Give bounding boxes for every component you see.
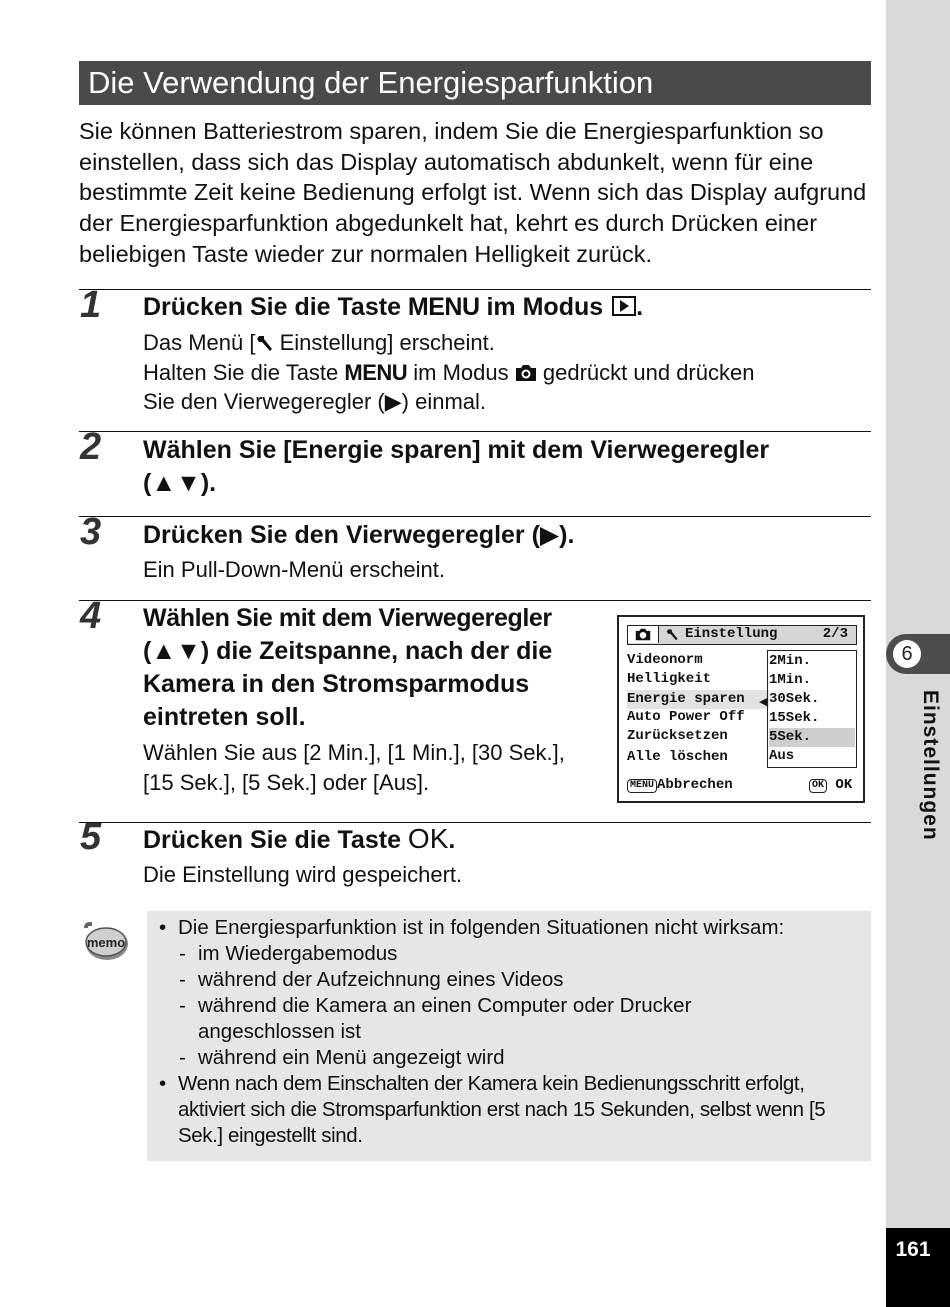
section-heading: Die Verwendung der Energiesparfunktion bbox=[79, 61, 871, 105]
chapter-title: Einstellungen bbox=[919, 690, 942, 841]
ok-key-icon: OK bbox=[809, 779, 827, 793]
camera-menu-item-selected: Energie sparen bbox=[627, 690, 769, 709]
camera-cancel-hint: MENU Abbrechen bbox=[627, 776, 733, 794]
pulldown-option: 2Min. bbox=[769, 653, 812, 669]
step-divider bbox=[79, 431, 871, 432]
step-body: Das Menü [ Einstellung] erscheint. Halten Sie die Taste MENU im Modus gedrückt und drücken Sie den Vierwegeregler (▶) einmal. bbox=[143, 330, 755, 414]
memo-bullet: • Wenn nach dem Einschalten der Kamera kein Bedienungsschritt erfolgt, aktiviert sich die Stromsparfunktion erst nach 15 Sekunden, selbst wenn [5 Sek.] eingestellt sind. bbox=[157, 1071, 857, 1149]
step-number: 4 bbox=[80, 595, 102, 637]
step-body: Wählen Sie aus [2 Min.], [1 Min.], [30 Sek.], [15 Sek.], [5 Sek.] oder [Aus]. bbox=[143, 740, 565, 795]
memo-list bbox=[157, 915, 857, 1149]
pulldown-option: 1Min. bbox=[769, 672, 812, 688]
step-number: 1 bbox=[80, 284, 102, 326]
step-divider bbox=[79, 289, 871, 290]
step-number: 2 bbox=[80, 426, 102, 468]
step-title: Wählen Sie mit dem Vierwegeregler (▲▼) die Zeitspanne, nach der die Kamera in den Stromsparmodus eintreten soll. bbox=[143, 604, 553, 731]
step-number: 3 bbox=[80, 511, 102, 553]
memo-dash-item: - im Wiedergabemodus bbox=[157, 941, 857, 967]
camera-pulldown-menu bbox=[767, 650, 857, 768]
pulldown-option-selected: 5Sek. bbox=[769, 728, 855, 747]
menu-key-label: MENU bbox=[407, 293, 480, 321]
step-number: 5 bbox=[80, 816, 102, 858]
step-divider bbox=[79, 516, 871, 517]
left-arrow-icon: ◀ bbox=[759, 696, 768, 708]
camera-menu-item: Alle löschen bbox=[627, 749, 728, 765]
camera-menu-item: Helligkeit bbox=[627, 671, 712, 687]
chapter-number: 6 bbox=[893, 640, 921, 668]
step-body: Ein Pull-Down-Menü erscheint. bbox=[143, 557, 446, 582]
step-body: Die Einstellung wird gespeichert. bbox=[143, 862, 463, 887]
camera-menu-screen bbox=[617, 615, 865, 803]
camera-menu-item: Videonorm bbox=[627, 652, 703, 668]
intro-paragraph: Sie können Batteriestrom sparen, indem Sie die Energiesparfunktion so einstellen, dass sich das Display automatisch abdunkelt, wenn für eine bestimmte Zeit keine Bedienung erfolgt ist. Wenn sich das Display aufgrund der Energiesparfunktion abgedunkelt hat, kehrt es durch Drücken einer beliebigen Taste wieder zur normalen Helligkeit zurück. bbox=[79, 118, 867, 267]
ok-key-label: OK bbox=[407, 823, 449, 854]
pulldown-option: 30Sek. bbox=[769, 691, 820, 707]
camera-icon bbox=[515, 364, 537, 382]
wrench-icon bbox=[256, 334, 274, 352]
page-number: 161 bbox=[895, 1238, 931, 1261]
step-title: Wählen Sie [Energie sparen] mit dem Vierwegeregler (▲▼). bbox=[143, 436, 770, 497]
step-divider bbox=[79, 600, 871, 601]
camera-menu-item: Auto Power Off bbox=[627, 709, 745, 725]
memo-icon bbox=[80, 920, 130, 964]
wrench-icon bbox=[666, 628, 679, 641]
playback-mode-icon bbox=[612, 296, 636, 316]
camera-menu-page: 2/3 bbox=[822, 626, 848, 642]
menu-key-icon: MENU bbox=[627, 779, 657, 793]
pulldown-option: 15Sek. bbox=[769, 710, 820, 726]
camera-tab-icon bbox=[628, 626, 659, 643]
camera-menu-header bbox=[627, 625, 857, 645]
camera-ok-hint: OK OK bbox=[809, 776, 852, 794]
step-title: Drücken Sie die Taste MENU im Modus . bbox=[143, 293, 644, 321]
menu-key-label: MENU bbox=[344, 359, 408, 385]
camera-menu-item: Zurücksetzen bbox=[627, 728, 728, 744]
memo-dash-item: - während die Kamera an einen Computer oder Drucker angeschlossen ist bbox=[157, 993, 857, 1045]
svg-text:memo: memo bbox=[86, 935, 126, 950]
pulldown-option: Aus bbox=[769, 748, 795, 764]
memo-dash-item: - während der Aufzeichnung eines Videos bbox=[157, 967, 857, 993]
step-title: Drücken Sie die Taste OK. bbox=[143, 823, 456, 854]
step-title: Drücken Sie den Vierwegeregler (▶). bbox=[143, 521, 575, 549]
camera-menu-title: Einstellung bbox=[685, 626, 778, 642]
memo-dash-item: - während ein Menü angezeigt wird bbox=[157, 1045, 857, 1071]
memo-bullet: • Die Energiesparfunktion ist in folgenden Situationen nicht wirksam: bbox=[157, 915, 857, 941]
